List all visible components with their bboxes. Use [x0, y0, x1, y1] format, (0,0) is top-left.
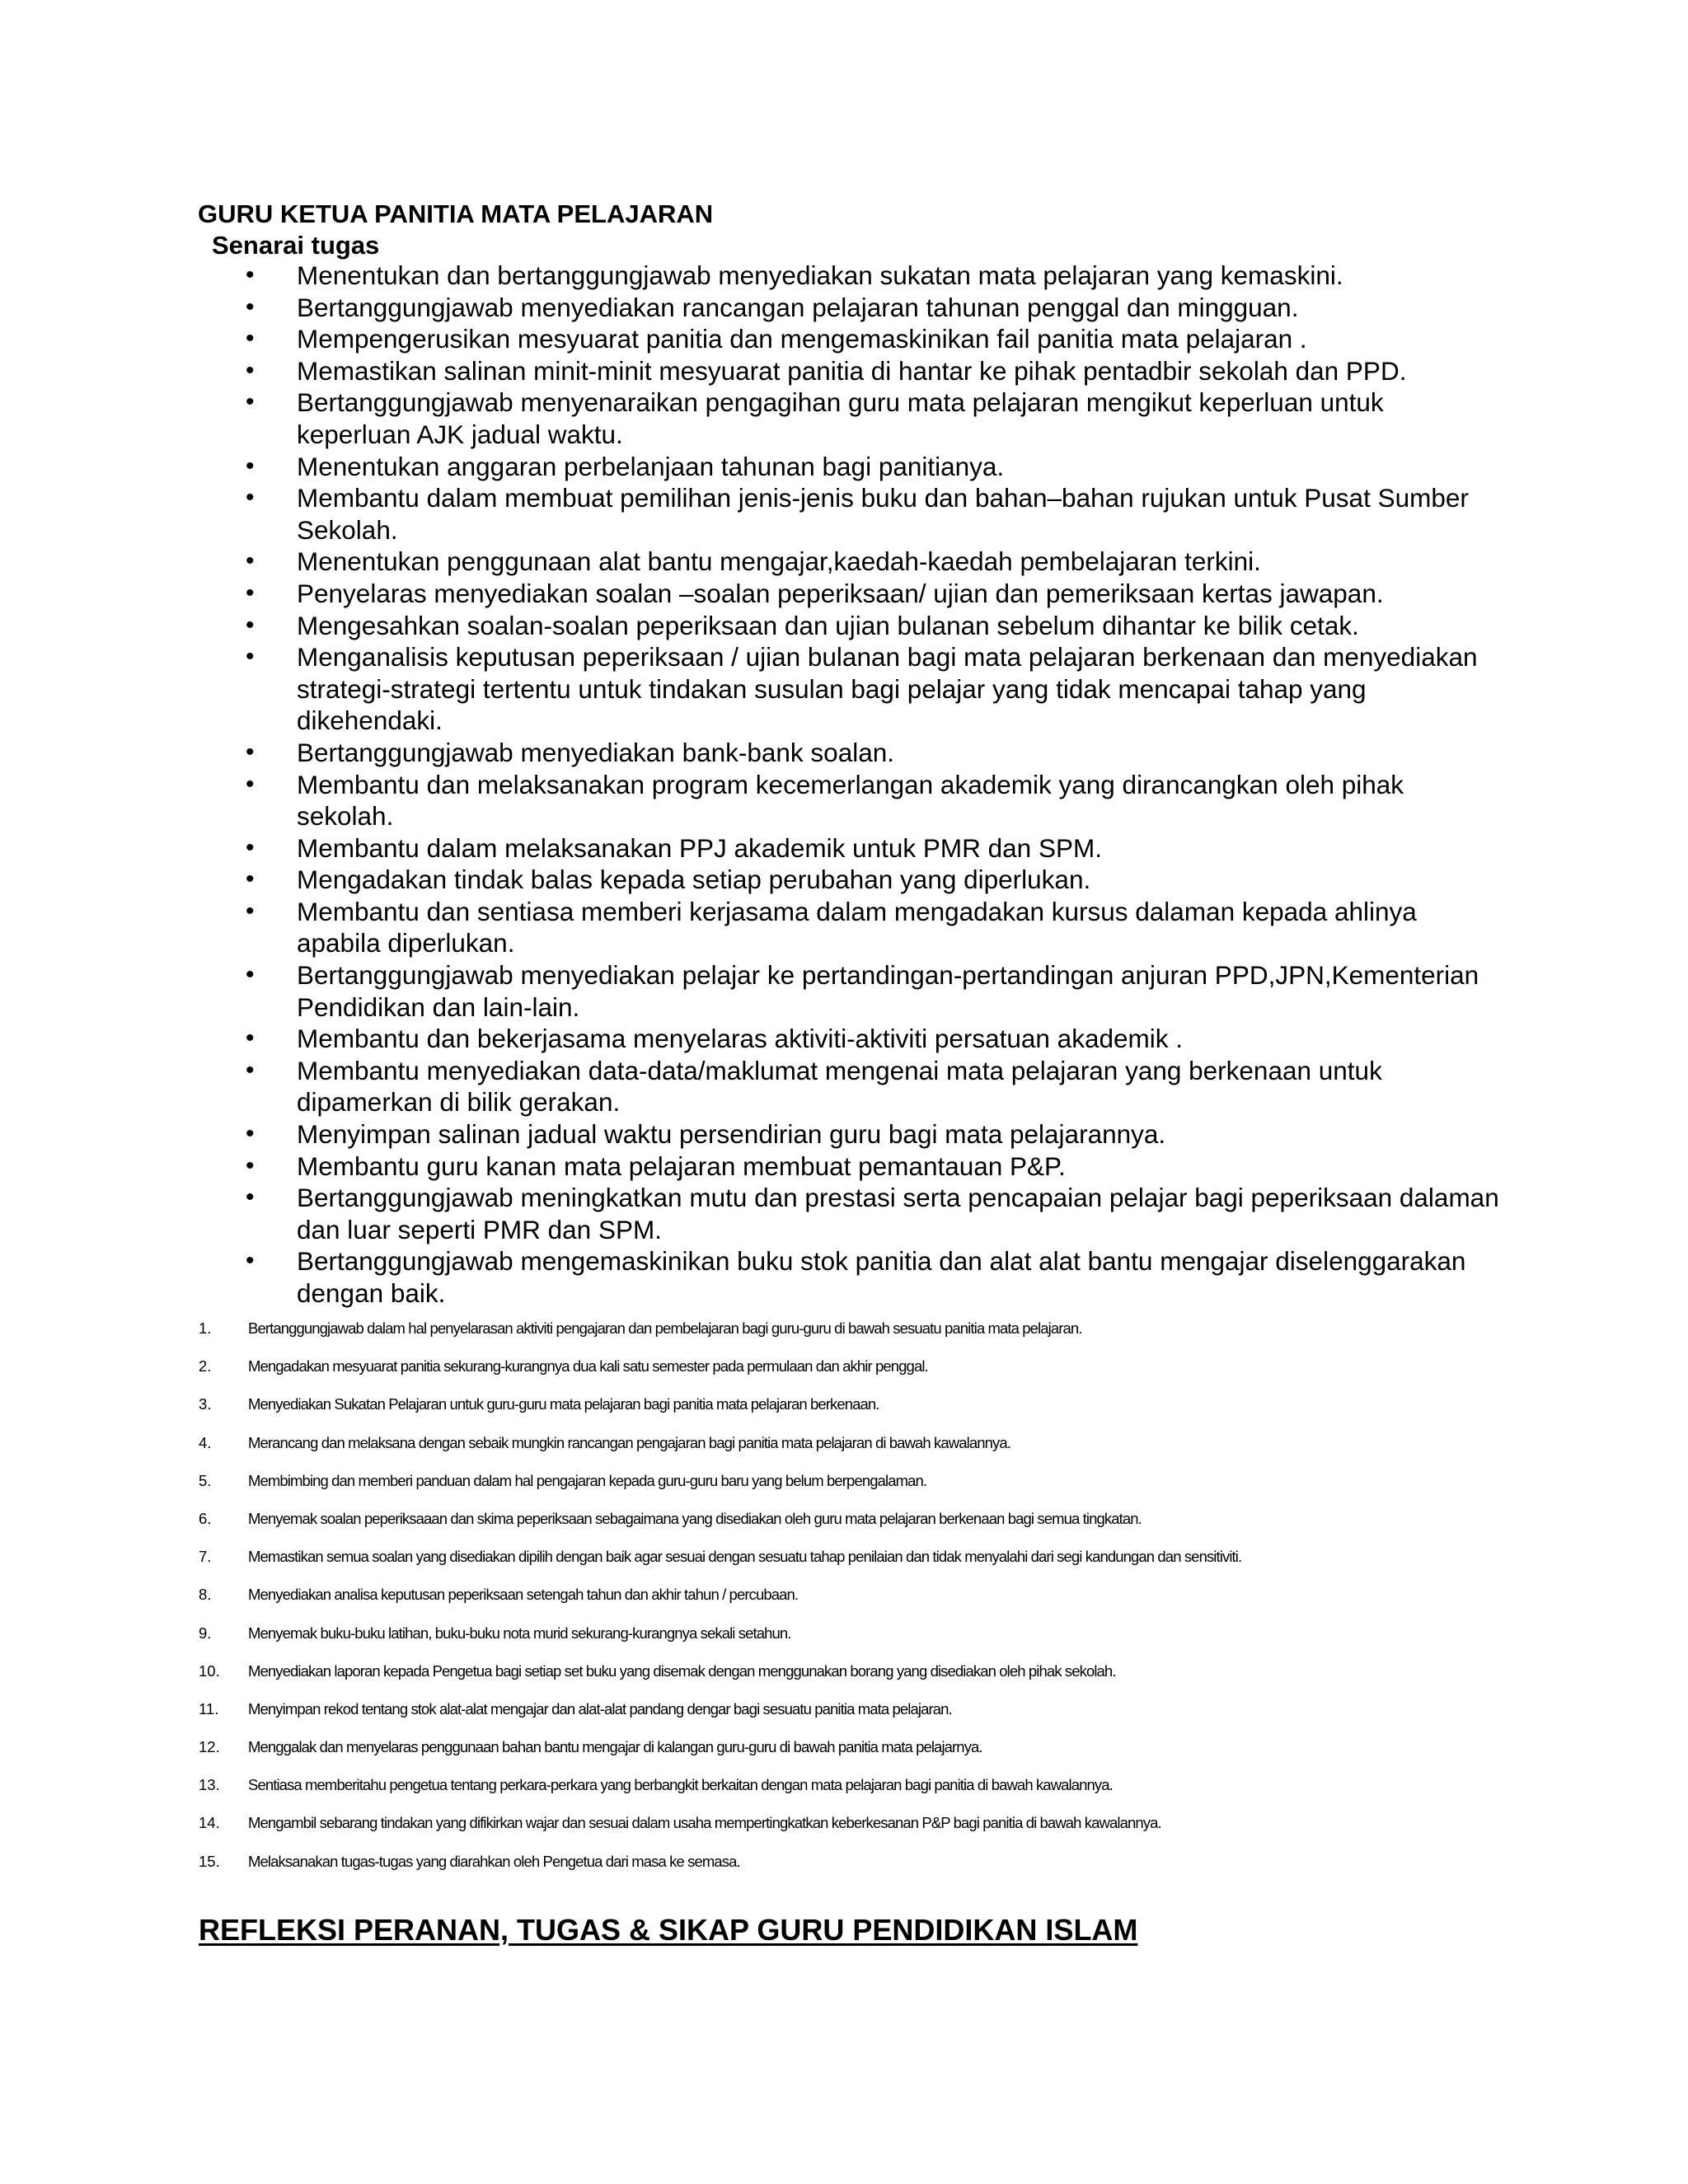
bullet-icon: •: [246, 833, 255, 861]
item-number: 6.: [199, 1509, 212, 1527]
bullet-icon: •: [246, 643, 255, 671]
bullet-icon: •: [246, 611, 255, 639]
section-heading-refleksi: REFLEKSI PERANAN, TUGAS & SIKAP GURU PENDIDIKAN ISLAM: [199, 1913, 1138, 1947]
item-text: Merancang dan melaksana dengan sebaik mungkin rancangan pengajaran bagi panitia mata pelajaran di bawah kawalannya.: [248, 1433, 1010, 1451]
bullet-item: [0, 1182, 1500, 1245]
bullet-icon: •: [246, 961, 255, 989]
bullet-text: Membantu guru kanan mata pelajaran membuat pemantauan P&P.: [297, 1151, 1066, 1181]
bullet-text: Bertanggungjawab menyediakan bank-bank soalan.: [297, 737, 895, 767]
bullet-item: [0, 896, 1500, 959]
duty-numbered-list: [0, 1319, 1688, 1890]
numbered-item: [0, 1547, 1688, 1585]
item-text: Menyediakan laporan kepada Pengetua bagi setiap set buku yang disemak dengan menggunakan borang yang disediakan oleh pihak sekolah.: [248, 1661, 1116, 1680]
bullet-item: [0, 578, 1500, 610]
bullet-text: Bertanggungjawab meningkatkan mutu dan prestasi serta pencapaian pelajar bagi peperiksaan dalaman dan luar seperti PMR dan SPM.: [297, 1183, 1499, 1244]
section-subtitle: Senarai tugas: [212, 231, 380, 260]
bullet-item: [0, 832, 1500, 865]
item-number: 15.: [199, 1852, 220, 1870]
bullet-text: Bertanggungjawab menyediakan pelajar ke pertandingan-pertandingan anjuran PPD,JPN,Kementerian Pendidikan dan lain-lain.: [297, 960, 1479, 1022]
item-text: Menyemak soalan peperiksaaan dan skima peperiksaan sebagaimana yang disediakan oleh guru mata pelajaran berkenaan bagi semua tingkatan.: [248, 1509, 1142, 1527]
item-number: 12.: [199, 1738, 220, 1756]
item-number: 11.: [199, 1699, 219, 1718]
bullet-icon: •: [246, 356, 255, 384]
item-number: 10.: [199, 1661, 220, 1680]
numbered-item: [0, 1509, 1688, 1547]
bullet-icon: •: [246, 1151, 255, 1179]
bullet-text: Menentukan anggaran perbelanjaan tahunan bagi panitianya.: [297, 451, 1005, 481]
item-text: Membimbing dan memberi panduan dalam hal pengajaran kepada guru-guru baru yang belum berpengalaman.: [248, 1471, 927, 1489]
bullet-text: Mengadakan tindak balas kepada setiap perubahan yang diperlukan.: [297, 865, 1091, 895]
bullet-icon: •: [246, 547, 255, 575]
bullet-icon: •: [246, 325, 255, 353]
bullet-item: [0, 1151, 1500, 1183]
bullet-text: Menentukan penggunaan alat bantu mengajar,kaedah-kaedah pembelajaran terkini.: [297, 546, 1261, 577]
bullet-icon: •: [246, 484, 255, 512]
item-number: 7.: [199, 1548, 212, 1566]
item-text: Sentiasa memberitahu pengetua tentang perkara-perkara yang berbangkit berkaitan dengan mata pelajaran bagi panitia di bawah kawalannya.: [248, 1776, 1113, 1794]
bullet-icon: •: [246, 1247, 255, 1275]
bullet-icon: •: [246, 388, 255, 416]
item-text: Menyimpan rekod tentang stok alat-alat mengajar dan alat-alat pandang dengar bagi sesuatu panitia mata pelajaran.: [248, 1699, 952, 1718]
bullet-text: Membantu dan sentiasa memberi kerjasama dalam mengadakan kursus dalaman kepada ahlinya apabila diperlukan.: [297, 896, 1417, 958]
bullet-item: [0, 1055, 1500, 1118]
bullet-icon: •: [246, 1056, 255, 1084]
bullet-text: Menyimpan salinan jadual waktu persendirian guru bagi mata pelajarannya.: [297, 1119, 1166, 1150]
bullet-item: [0, 482, 1500, 546]
item-text: Mengadakan mesyuarat panitia sekurang-kurangnya dua kali satu semester pada permulaan dan akhir penggal.: [248, 1357, 928, 1376]
bullet-text: Mempengerusikan mesyuarat panitia dan mengemaskinikan fail panitia mata pelajaran .: [297, 324, 1307, 354]
bullet-icon: •: [246, 293, 255, 321]
bullet-icon: •: [246, 1120, 255, 1148]
numbered-item: [0, 1775, 1688, 1813]
numbered-item: [0, 1624, 1688, 1661]
bullet-item: [0, 355, 1500, 387]
bullet-item: [0, 610, 1500, 642]
item-number: 1.: [199, 1319, 212, 1337]
numbered-item: [0, 1394, 1688, 1432]
bullet-text: Penyelaras menyediakan soalan –soalan peperiksaan/ ujian dan pemeriksaan kertas jawapan.: [297, 578, 1384, 608]
bullet-item: [0, 323, 1500, 355]
bullet-item: [0, 260, 1500, 292]
bullet-icon: •: [246, 452, 255, 480]
numbered-item: [0, 1699, 1688, 1737]
item-text: Melaksanakan tugas-tugas yang diarahkan oleh Pengetua dari masa ke semasa.: [248, 1852, 740, 1870]
bullet-icon: •: [246, 897, 255, 925]
bullet-item: [0, 387, 1500, 450]
item-number: 5.: [199, 1471, 212, 1489]
item-number: 13.: [199, 1776, 220, 1794]
bullet-text: Membantu dan bekerjasama menyelaras aktiviti-aktiviti persatuan akademik .: [297, 1024, 1183, 1054]
item-text: Menyemak buku-buku latihan, buku-buku nota murid sekurang-kurangnya sekali setahun.: [248, 1624, 791, 1642]
bullet-text: Bertanggungjawab menyenaraikan pengagihan guru mata pelajaran mengikut keperluan untuk keperluan AJK jadual waktu.: [297, 387, 1384, 449]
bullet-icon: •: [246, 738, 255, 766]
bullet-item: [0, 1118, 1500, 1151]
item-number: 3.: [199, 1395, 212, 1413]
bullet-text: Membantu dalam membuat pemilihan jenis-jenis buku dan bahan–bahan rujukan untuk Pusat Sumber Sekolah.: [297, 483, 1469, 545]
item-number: 2.: [199, 1357, 212, 1376]
bullet-item: [0, 1245, 1500, 1309]
bullet-text: Memastikan salinan minit-minit mesyuarat panitia di hantar ke pihak pentadbir sekolah dan PPD.: [297, 355, 1407, 386]
numbered-item: [0, 1813, 1688, 1851]
numbered-item: [0, 1585, 1688, 1623]
item-text: Menyediakan analisa keputusan peperiksaan setengah tahun dan akhir tahun / percubaan.: [248, 1586, 799, 1604]
bullet-text: Bertanggungjawab menyediakan rancangan pelajaran tahunan penggal dan mingguan.: [297, 292, 1299, 322]
item-text: Memastikan semua soalan yang disediakan dipilih dengan baik agar sesuai dengan sesuatu tahap penilaian dan tidak menyalahi dari segi kandungan dan sensitiviti.: [248, 1548, 1242, 1566]
bullet-text: Menganalisis keputusan peperiksaan / ujian bulanan bagi mata pelajaran berkenaan dan menyediakan strategi-strategi tertentu untuk tindakan susulan bagi pelajar yang tidak mencapai tahap yang dikehendaki.: [297, 642, 1478, 736]
bullet-icon: •: [246, 1024, 255, 1052]
numbered-item: [0, 1471, 1688, 1509]
bullet-text: Membantu dan melaksanakan program kecemerlangan akademik yang dirancangkan oleh pihak sekolah.: [297, 769, 1404, 832]
item-text: Menyediakan Sukatan Pelajaran untuk guru-guru mata pelajaran bagi panitia mata pelajaran berkenaan.: [248, 1395, 879, 1413]
bullet-item: [0, 737, 1500, 769]
duty-bullet-list: [0, 260, 1688, 1310]
bullet-text: Membantu menyediakan data-data/maklumat mengenai mata pelajaran yang berkenaan untuk dipamerkan di bilik gerakan.: [297, 1055, 1382, 1118]
bullet-item: [0, 959, 1500, 1023]
bullet-item: [0, 546, 1500, 578]
bullet-icon: •: [246, 1183, 255, 1212]
bullet-item: [0, 769, 1500, 832]
bullet-text: Menentukan dan bertanggungjawab menyediakan sukatan mata pelajaran yang kemaskini.: [297, 260, 1343, 290]
item-text: Mengambil sebarang tindakan yang difikirkan wajar dan sesuai dalam usaha mempertingkatkan keberkesanan P&P bagi panitia di bawah kawalannya.: [248, 1814, 1161, 1832]
item-number: 4.: [199, 1433, 212, 1451]
bullet-text: Bertanggungjawab mengemaskinikan buku stok panitia dan alat alat bantu mengajar diselenggarakan dengan baik.: [297, 1246, 1466, 1308]
bullet-item: [0, 864, 1500, 896]
document-title: GURU KETUA PANITIA MATA PELAJARAN: [198, 199, 714, 228]
numbered-item: [0, 1357, 1688, 1394]
numbered-item: [0, 1661, 1688, 1699]
item-number: 8.: [199, 1586, 212, 1604]
numbered-item: [0, 1737, 1688, 1775]
bullet-icon: •: [246, 770, 255, 798]
bullet-icon: •: [246, 579, 255, 607]
bullet-icon: •: [246, 865, 255, 893]
bullet-text: Mengesahkan soalan-soalan peperiksaan dan ujian bulanan sebelum dihantar ke bilik cetak.: [297, 610, 1359, 640]
bullet-item: [0, 1023, 1500, 1055]
item-text: Menggalak dan menyelaras penggunaan bahan bantu mengajar di kalangan guru-guru di bawah panitia mata pelajarnya.: [248, 1738, 982, 1756]
item-text: Bertanggungjawab dalam hal penyelarasan aktiviti pengajaran dan pembelajaran bagi guru-guru di bawah sesuatu panitia mata pelajaran.: [248, 1319, 1082, 1337]
bullet-item: [0, 451, 1500, 483]
numbered-item: [0, 1852, 1688, 1890]
bullet-icon: •: [246, 261, 255, 288]
item-number: 14.: [199, 1814, 220, 1832]
numbered-item: [0, 1319, 1688, 1357]
bullet-item: [0, 641, 1500, 737]
bullet-item: [0, 292, 1500, 324]
numbered-item: [0, 1433, 1688, 1471]
item-number: 9.: [199, 1624, 212, 1642]
bullet-text: Membantu dalam melaksanakan PPJ akademik untuk PMR dan SPM.: [297, 832, 1102, 863]
